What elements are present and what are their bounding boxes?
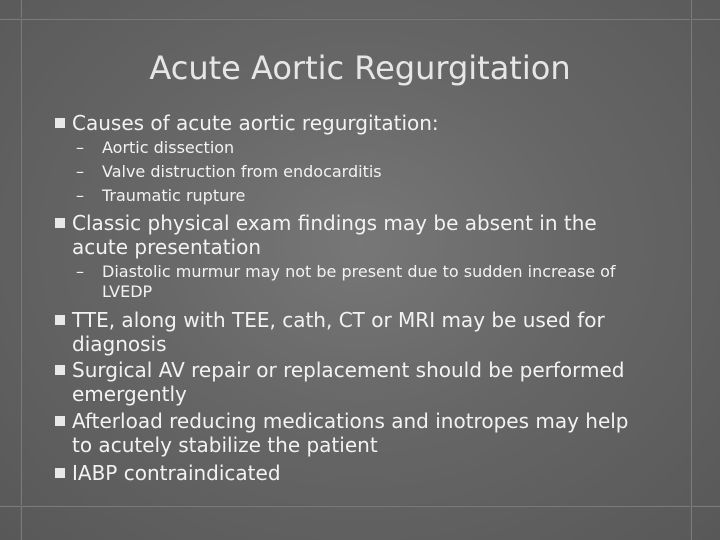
- bullet-text-line-2: acute presentation: [72, 235, 262, 259]
- slide-title: Acute Aortic Regurgitation: [149, 49, 571, 87]
- square-bullet-icon: [55, 365, 65, 375]
- square-bullet-icon: [55, 315, 65, 325]
- sub-bullet-text: Traumatic rupture: [102, 186, 246, 205]
- bullet-text-line-1: Surgical AV repair or replacement should be performed: [72, 358, 625, 382]
- square-bullet-icon: [55, 218, 65, 228]
- sub-bullet-text-line-2: LVEDP: [102, 282, 153, 301]
- sub-bullet-text: Valve distruction from endocarditis: [102, 162, 382, 181]
- bullet-text: Causes of acute aortic regurgitation:: [72, 111, 439, 135]
- square-bullet-icon: [55, 416, 65, 426]
- bullet-text-line-1: Afterload reducing medications and inotropes may help: [72, 409, 629, 433]
- bullet-text-line-1: TTE, along with TEE, cath, CT or MRI may be used for: [72, 308, 605, 332]
- sub-bullet-text-line-1: Diastolic murmur may not be present due to sudden increase of: [102, 262, 616, 281]
- dash-marker: –: [76, 162, 84, 181]
- frame-line-top: [0, 18, 720, 19]
- dash-marker: –: [76, 138, 84, 157]
- square-bullet-icon: [55, 468, 65, 478]
- sub-bullet-text: Aortic dissection: [102, 138, 235, 157]
- bullet-text-line-1: Classic physical exam findings may be absent in the: [72, 211, 597, 235]
- dash-marker: –: [76, 262, 84, 281]
- bullet-text: IABP contraindicated: [72, 461, 281, 485]
- frame-line-bottom: [0, 505, 720, 506]
- dash-marker: –: [76, 186, 84, 205]
- square-bullet-icon: [55, 118, 65, 128]
- bullet-text-line-2: to acutely stabilize the patient: [72, 433, 378, 457]
- bullet-text-line-2: diagnosis: [72, 332, 167, 356]
- bullet-text-line-2: emergently: [72, 382, 187, 406]
